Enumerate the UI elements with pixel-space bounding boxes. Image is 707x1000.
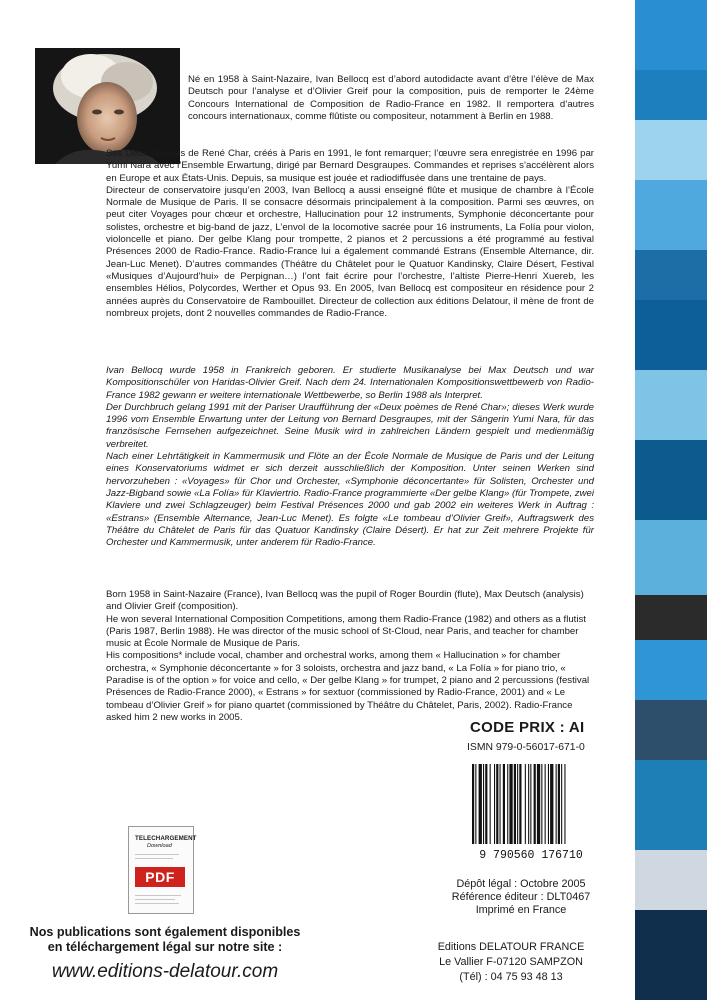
divider bbox=[135, 854, 179, 855]
website-link[interactable]: www.editions-delatour.com bbox=[51, 961, 279, 982]
barcode-bar bbox=[537, 764, 540, 844]
bio-fr-paragraph: Directeur de conservatoire jusqu’en 2003, Ivan Bellocq a aussi enseigné flûte et musique de chambre à l’École Normale de Musique de Paris. Il se consacre désormais principalement à la composition. Parmi ses œuvres, on peut citer Voyages pour chœur et orchestre, Hallucination pour 12 instruments, Symphonie déconcertante pour solistes, orchestre et big-band de jazz, L’envol de la locomotive sacrée pour 16 instruments, La Folía pour violon, violoncelle et piano. Der gelbe Klang pour trompette, 2 pianos et 2 percussions a été programmé au festival Présences 2000 de Radio-France. Radio-France lui a également commandé Estrans (Ensemble Alternance, dir. Jean-Luc Menet). D’autres commandes (Théâtre du Châtelet pour le Quatuor Kandinsky, Claire Désert, Festival «Musiques d’Aujourd’hui» de Perpignan…) l’ont fait écrire pour l’orchestre, l’altiste Pierre-Henri Xuereb, les ensembles Hélios, Polycordes, Werther et Opus 93. En 2005, Ivan Bellocq est compositeur en résidence pour 2 années auprès du Conservatoire de Rambouillet. Directeur de collection aux éditions Delatour, il mène de front de nombreux projets, dont 2 nouvelles commandes de Radio-France. bbox=[106, 184, 594, 319]
stripe-block bbox=[635, 0, 707, 70]
publisher-address: Le Vallier F-07120 SAMPZON bbox=[439, 956, 583, 968]
publisher-name: Editions DELATOUR FRANCE bbox=[437, 941, 585, 953]
stripe-block bbox=[635, 595, 707, 640]
barcode-bar bbox=[550, 764, 553, 844]
barcode-bar bbox=[503, 764, 505, 844]
bio-en-paragraph: He won several International Composition Competitions, among them Radio-France (1982) and others as a flutist (Paris 1987, Berlin 1988). He was director of the music school of St-Cloud, near Paris, and teacher for chamber music at École Normale de Musique de Paris. bbox=[106, 613, 586, 650]
barcode-bar bbox=[545, 764, 546, 844]
bio-de-paragraph: Ivan Bellocq wurde 1958 in Frankreich geboren. Er studierte Musikanalyse bei Max Deutsch und war Kompositionschüler von Haridas-Olivier Greif. Nach dem 24. Internationalen Kompositionswettbewerb von Radio-France 1982 gewann er weitere internationale Wettbewerbe, so Berlin 1988 als Interpret. bbox=[106, 365, 594, 401]
stripe-block bbox=[635, 640, 707, 700]
bio-fr-intro: Né en 1958 à Saint-Nazaire, Ivan Bellocq est d’abord autodidacte avant d’être l’élève de Max Deutsch pour l’analyse et d’Olivier Greif pour la composition, puis de remporter le 24ème Concours International de Composition de Radio-France en 1982. Il remportera d’autres concours internationaux, comme flûtiste ou compositeur, notamment à Berlin en 1988. bbox=[188, 74, 594, 122]
barcode-bar bbox=[525, 764, 526, 844]
bio-de-paragraph: Der Durchbruch gelang 1991 mit der Pariser Uraufführung der «Deux poèmes de René Char»; dieses Werk wurde 1996 vom Ensemble Erwartung unter der Leitung von Bernard Desgraupes, mit der Sängerin Yumi Nara, für das französische Fernsehen aufgezeichnet. Seine Musik wird in zahlreichen Ländern gespielt und medienmäßig verbreitet. bbox=[106, 401, 594, 450]
pdf-icon[interactable]: PDF bbox=[135, 867, 185, 887]
bio-fr-paragraph: Ses Deux poèmes de René Char, créés à Paris en 1991, le font remarquer; l’œuvre sera enregistrée en 1996 par Yumi Nara avec l’Ensemble Erwartung, dirigé par Bernard Desgraupes. Commandes et reprises s’accélèrent alors en Europe et aux États-Unis. Depuis, sa musique est jouée et radiodiffusée dans une trentaine de pays. bbox=[106, 148, 594, 184]
barcode-bar bbox=[548, 764, 549, 844]
barcode-bar bbox=[514, 764, 516, 844]
barcode-bar bbox=[528, 764, 529, 844]
stripe-block bbox=[635, 520, 707, 595]
bio-de bbox=[106, 365, 594, 549]
stripe-block bbox=[635, 70, 707, 120]
barcode-bar bbox=[541, 764, 542, 844]
divider bbox=[135, 858, 173, 859]
barcode-bar bbox=[490, 764, 491, 844]
download-subtitle: Download bbox=[147, 843, 172, 849]
composer-portrait bbox=[35, 48, 180, 164]
publisher-reference: Référence éditeur : DLT0467 bbox=[451, 891, 591, 904]
ismn-number: ISMN 979-0-56017-671-0 bbox=[467, 742, 585, 753]
barcode-bar bbox=[534, 764, 536, 844]
barcode-bar bbox=[558, 764, 560, 844]
barcode-bar bbox=[507, 764, 508, 844]
download-title: TELECHARGEMENT bbox=[135, 835, 197, 842]
stripe-block bbox=[635, 370, 707, 440]
barcode-bar bbox=[519, 764, 521, 844]
barcode-digits: 9 790560 176710 bbox=[479, 849, 583, 862]
notice-line: en téléchargement légal sur notre site : bbox=[47, 939, 283, 954]
divider bbox=[135, 903, 179, 904]
barcode-bar bbox=[564, 764, 565, 844]
legal-info bbox=[436, 878, 606, 918]
divider bbox=[135, 899, 175, 900]
barcode-bar bbox=[472, 764, 474, 844]
barcode bbox=[464, 760, 598, 862]
bio-en bbox=[106, 589, 594, 724]
stripe-block bbox=[635, 180, 707, 250]
barcode-bar bbox=[475, 764, 476, 844]
depot-legal: Dépôt légal : Octobre 2005 bbox=[456, 878, 586, 890]
publisher-info bbox=[423, 940, 599, 985]
color-stripe bbox=[635, 0, 707, 1000]
stripe-block bbox=[635, 250, 707, 300]
bio-fr bbox=[106, 148, 594, 320]
barcode-bar bbox=[479, 764, 482, 844]
printed-in: Imprimé en France bbox=[475, 904, 567, 917]
divider bbox=[135, 895, 181, 896]
stripe-block bbox=[635, 760, 707, 850]
price-code: CODE PRIX : AI bbox=[470, 719, 585, 736]
bio-en-paragraph: Born 1958 in Saint-Nazaire (France), Ivan Bellocq was the pupil of Roger Bourdin (flute), Max Deutsch (analysis) and Olivier Greif (composition). bbox=[106, 589, 584, 613]
stripe-block bbox=[635, 910, 707, 1000]
download-badge[interactable] bbox=[128, 826, 197, 914]
stripe-block bbox=[635, 300, 707, 370]
barcode-bar bbox=[561, 764, 562, 844]
barcode-bar bbox=[494, 764, 495, 844]
barcode-bar bbox=[530, 764, 531, 844]
barcode-bar bbox=[500, 764, 501, 844]
stripe-block bbox=[635, 120, 707, 180]
barcode-bar bbox=[509, 764, 512, 844]
bio-en-paragraph: His compositions* include vocal, chamber and orchestral works, among them « Hallucination » for chamber orchestra, « Symphonie déconcertante » for 3 soloists, orchestra and jazz band, « La Folía » for piano trio, « Paradise is of the option » for voice and cello, « Der gelbe Klang » for trumpet, 2 piano and 2 percussions (festival Présences de Radio-France 2000), « Estrans » for sextuor (commissioned by Radio-France, 2001) and « Le tombeau d’Olivier Greif » for piano quartet (commissioned by Théâtre du Châtelet, Paris, 2002). Radio-France asked him 2 new works in 2005. bbox=[106, 650, 590, 723]
stripe-block bbox=[635, 440, 707, 520]
barcode-bar bbox=[517, 764, 518, 844]
barcode-bar bbox=[483, 764, 484, 844]
notice-line: Nos publications sont également disponibles bbox=[29, 925, 301, 939]
stripe-block bbox=[635, 850, 707, 910]
bio-de-paragraph: Nach einer Lehrtätigkeit in Kammermusik und Flöte an der École Normale de Musique de Paris und der Leitung eines Konservatoriums widmet er sich derzeit ausschließlich der Komposition. Unter seinen Werken sind hervorzuheben : «Voyages» für Chor und Orchester, «Symphonie déconcertante» für Solisten, Orchester und Jazz-Bigband sowie «La Folía» für Klaviertrio. Radio-France programmierte «Der gelbe Klang» (für Trompete, zwei Klaviere und zwei Schlagzeuger) beim Festival Présences 2000 und gab 2002 ein weiteres Werk in Auftrag : «Estrans» (Ensemble Alternance, Jean-Luc Menet). Es folgte «Le tombeau d’Olivier Greif», Auftragswerk des Théâtre du Châtelet de Paris für das Quatuor Kandinsky (Claire Désert). Er hat zur Zeit mehrere Projekte für Orchester und Kammermusik, unter anderem für Radio-France. bbox=[106, 451, 594, 549]
barcode-bar bbox=[556, 764, 557, 844]
barcode-bar bbox=[485, 764, 487, 844]
stripe-block bbox=[635, 700, 707, 760]
download-notice bbox=[0, 925, 330, 955]
publisher-phone: (Tél) : 04 75 93 48 13 bbox=[459, 971, 563, 983]
barcode-bar bbox=[496, 764, 498, 844]
